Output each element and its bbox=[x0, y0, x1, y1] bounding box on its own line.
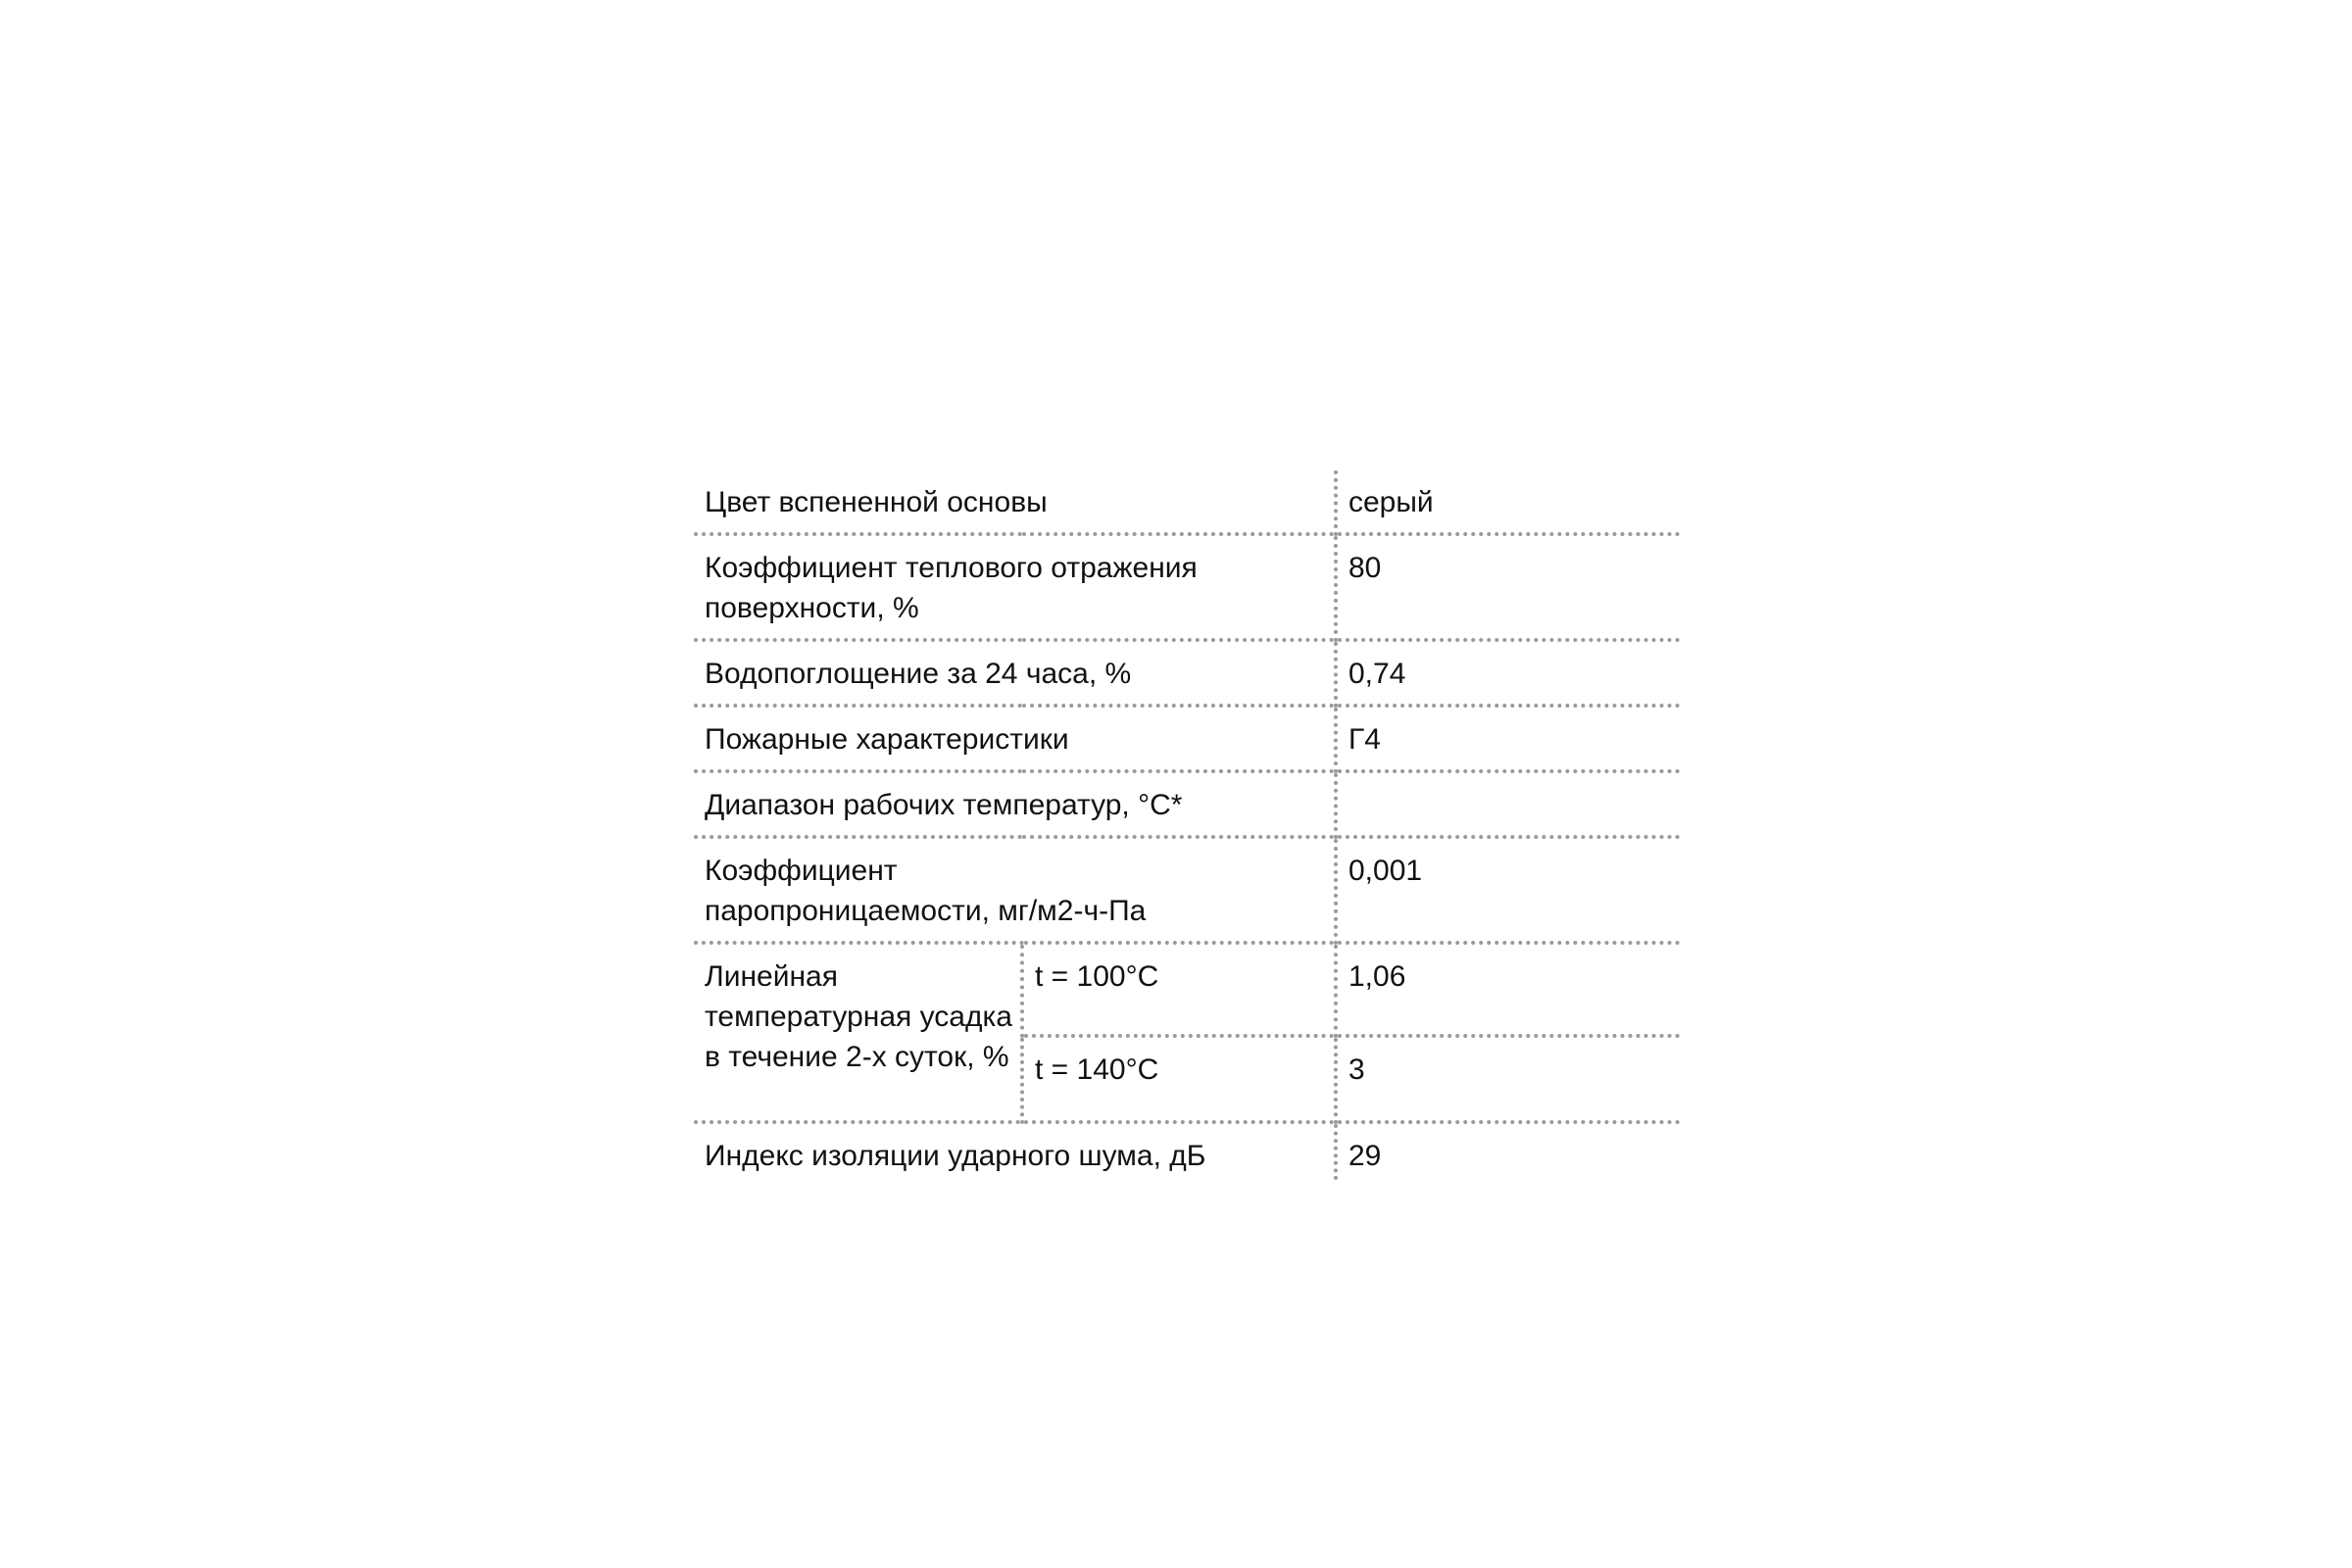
spec-condition: t = 100°C bbox=[1022, 943, 1336, 1036]
spec-label: Коэффициент паропроницаемости, мг/м2-ч-Па bbox=[694, 837, 1336, 943]
specifications-table bbox=[694, 470, 1680, 1180]
spec-label: Коэффициент теплового отражения поверхности, % bbox=[694, 534, 1336, 640]
table-row bbox=[694, 534, 1680, 640]
table-row bbox=[694, 943, 1680, 1036]
spec-label: Цвет вспененной основы bbox=[705, 486, 1048, 518]
spec-value: серый bbox=[1336, 470, 1680, 534]
spec-value: 0,74 bbox=[1336, 640, 1680, 706]
spec-value: 1,06 bbox=[1336, 943, 1680, 1036]
spec-label: Пожарные характеристики bbox=[694, 706, 1336, 771]
table-row bbox=[694, 1122, 1680, 1180]
spec-label: Диапазон рабочих температур, °С* bbox=[694, 771, 1336, 837]
spec-value: 80 bbox=[1336, 534, 1680, 640]
spec-value: 29 bbox=[1336, 1122, 1680, 1180]
spec-value: 3 bbox=[1336, 1036, 1680, 1122]
table-row bbox=[694, 640, 1680, 706]
table-row bbox=[694, 706, 1680, 771]
table-row bbox=[694, 470, 1680, 534]
table-row bbox=[694, 771, 1680, 837]
spec-condition: t = 140°C bbox=[1022, 1036, 1336, 1122]
spec-value: Г4 bbox=[1336, 706, 1680, 771]
spec-value bbox=[1336, 771, 1680, 837]
table-row bbox=[694, 837, 1680, 943]
spec-label: Водопоглощение за 24 часа, % bbox=[694, 640, 1336, 706]
spec-label: Линейная температурная усадка в течение 2-х суток, % bbox=[694, 943, 1022, 1122]
spec-label: Индекс изоляции ударного шума, дБ bbox=[694, 1122, 1336, 1180]
spec-value: 0,001 bbox=[1336, 837, 1680, 943]
